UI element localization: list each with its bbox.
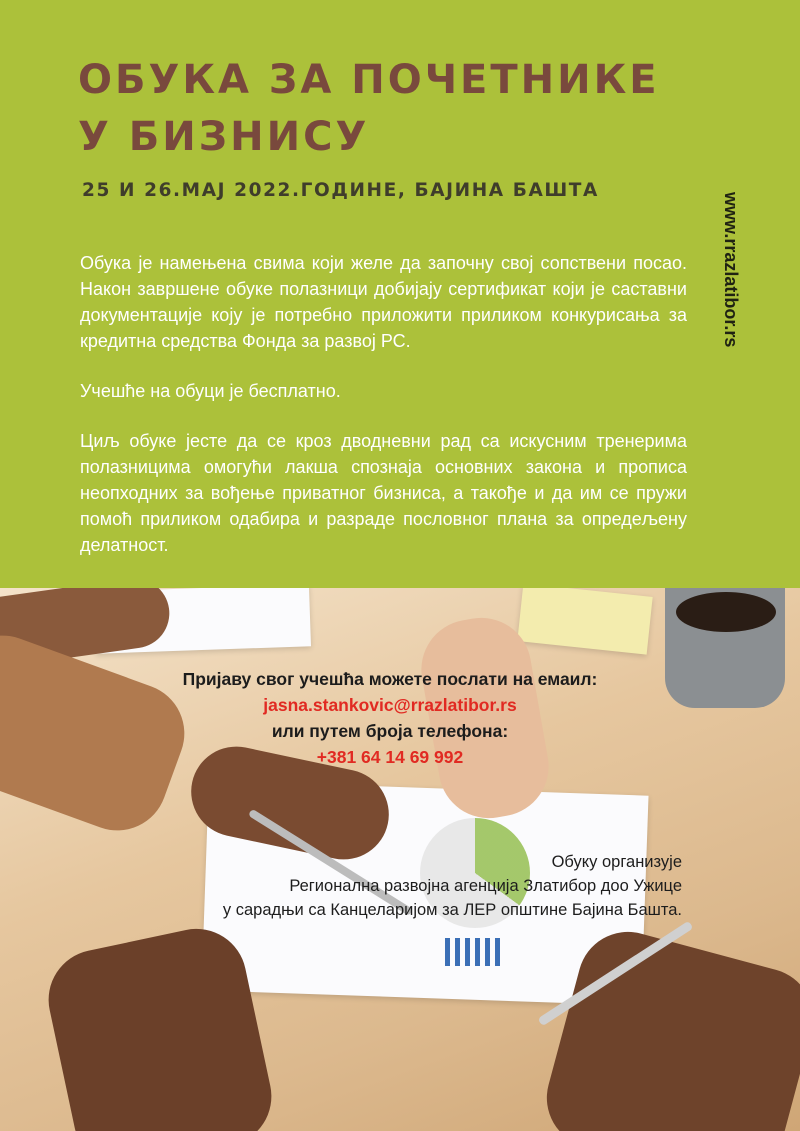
- contact-email[interactable]: jasna.stankovic@rrazlatibor.rs: [263, 695, 517, 715]
- contact-info: [90, 666, 690, 770]
- coffee-surface: [676, 592, 776, 632]
- paragraph: Циљ обуке јесте да се кроз дводневни рад са искусним тренерима полазницима омогући лакша спознаја основних закона и прописа неопходних за вођење приватног бизниса, а такође и да им се пружи помоћ приликом одабира и разраде пословног плана за опредељену делатност.: [80, 431, 687, 555]
- description: [80, 250, 687, 582]
- organizer-line: Регионална развојна агенција Златибор доо Ужице: [289, 877, 682, 895]
- contact-phone[interactable]: +381 64 14 69 992: [316, 747, 464, 767]
- contact-intro: Пријаву свог учешћа можете послати на емаил:: [182, 669, 598, 689]
- sticky-note: [517, 588, 652, 655]
- website-url[interactable]: www.rrazlatibor.rs: [721, 192, 741, 348]
- event-date: 25 И 26.МАЈ 2022.ГОДИНЕ, БАЈИНА БАШТА: [82, 180, 599, 201]
- chart-bars: [445, 938, 505, 966]
- phone-intro: или путем броја телефона:: [271, 721, 509, 741]
- paragraph: Учешће на обуци је бесплатно.: [80, 381, 341, 401]
- page-title: ОБУКА ЗА ПОЧЕТНИКЕ У БИЗНИСУ: [78, 57, 660, 160]
- organizer-line: у сарадњи са Канцеларијом за ЛЕР општине Бајина Башта.: [222, 901, 682, 919]
- business-meeting-photo: [0, 588, 800, 1131]
- organizer-line: Обуку организује: [551, 853, 682, 871]
- organizer-info: [110, 850, 682, 922]
- paragraph: Обука је намењена свима који желе да започну свој сопствени посао. Након завршене обуке полазници добијају сертификат који је саставни документације коју је потребно приложити приликом конкурисања за кредитна средства Фонда за развој РС.: [80, 253, 687, 351]
